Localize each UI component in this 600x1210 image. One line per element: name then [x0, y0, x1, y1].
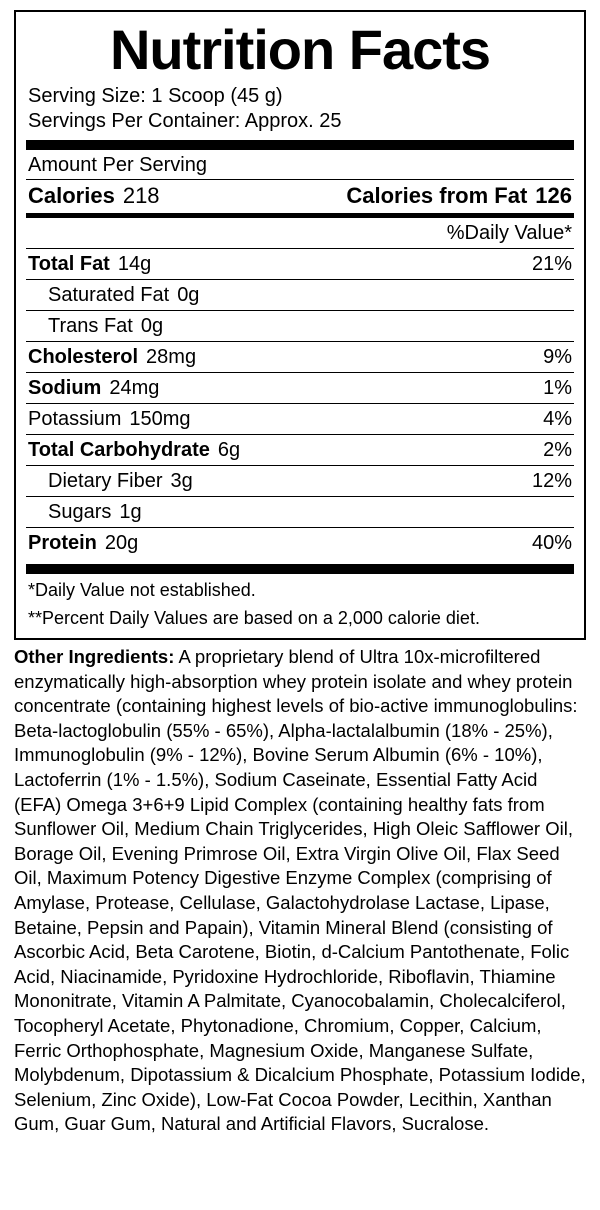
nutrient-row-protein [26, 528, 574, 558]
nutrient-name: Dietary Fiber [48, 470, 163, 492]
calories-row [26, 180, 574, 213]
nutrient-dv: 21% [531, 253, 572, 275]
divider-thick-bottom [26, 564, 574, 574]
nutrient-name: Trans Fat [48, 315, 133, 337]
nutrient-dv: 9% [543, 346, 572, 368]
other-ingredients-text: A proprietary blend of Ultra 10x-microfiltered enzymatically high-absorption whey protein isolate and whey protein concentrate (containing highest levels of bio-active immunoglobulins: Beta-lactoglobulin (55% - 65%), Alpha-lactalalbumin (18% - 25%), Immunoglobulin (9% - 12%), Bovine Serum Albumin (6% - 10%), Lactoferrin (1% - 1.5%), Sodium Caseinate, Essential Fatty Acid (EFA) Omega 3+6+9 Lipid Complex (containing healthy fats from Sunflower Oil, Medium Chain Triglycerides, High Oleic Safflower Oil, Borage Oil, Evening Primrose Oil, Extra Virgin Olive Oil, Flax Seed Oil, Maximum Potency Digestive Enzyme Complex (comprising of Amylase, Protease, Cellulase, Galactohydrolase Lactase, Lipase, Betaine, Pepsin and Papain), Vitamin Mineral Blend (consisting of Ascorbic Acid, Beta Carotene, Biotin, d-Calcium Pantothenate, Folic Acid, Niacinamide, Pyridoxine Hydrochloride, Riboflavin, Thiamine Mononitrate, Vitamin A Palmitate, Cyanocobalamin, Cholecalciferol, Tocopheryl Acetate, Phytonadione, Chromium, Copper, Calcium, Ferric Orthophosphate, Magnesium Oxide, Manganese Sulfate, Molybdenum, Dipotassium & Dicalcium Phosphate, Potassium Iodide, Selenium, Zinc Oxide), Low-Fat Cocoa Powder, Lecithin, Xanthan Gum, Guar Gum, Natural and Artificial Flavors, Sucralose. [14, 646, 586, 1135]
other-ingredients-section [14, 645, 588, 1137]
nutrient-name: Total Carbohydrate [28, 439, 210, 461]
nutrient-dv: 4% [543, 408, 572, 430]
nutrient-row-potassium [26, 404, 574, 434]
serving-size-text: Serving Size: 1 Scoop (45 g) [28, 85, 283, 107]
nutrient-amount: 0g [177, 284, 200, 306]
nutrient-row-total-fat [26, 249, 574, 279]
amount-per-serving-label: Amount Per Serving [28, 154, 207, 176]
nutrient-dv: 2% [543, 439, 572, 461]
daily-value-header: %Daily Value* [446, 222, 572, 244]
page-title: Nutrition Facts [109, 18, 491, 81]
footnote-percent-daily-values: **Percent Daily Values are based on a 2,000 calorie diet. [28, 608, 480, 628]
divider-thick-top [26, 140, 574, 150]
nutrient-amount: 28mg [146, 346, 197, 368]
nutrient-dv: 1% [543, 377, 572, 399]
nutrient-dv: 40% [531, 532, 572, 554]
other-ingredients-heading: Other Ingredients: [14, 646, 175, 667]
nutrient-amount: 6g [217, 439, 241, 461]
nutrient-amount: 0g [140, 315, 164, 337]
footnote-daily-value-not-established: *Daily Value not established. [28, 580, 256, 600]
nutrient-name: Sodium [28, 377, 102, 399]
nutrient-row-total-carbohydrate [26, 435, 574, 465]
servings-per-container-text: Servings Per Container: Approx. 25 [28, 110, 342, 132]
nutrient-name: Sugars [48, 501, 112, 523]
nutrient-name: Protein [28, 532, 97, 554]
nutrient-row-trans-fat [26, 311, 574, 341]
nutrient-dv: 12% [531, 470, 572, 492]
nutrient-name: Cholesterol [28, 346, 139, 368]
nutrient-row-dietary-fiber [26, 466, 574, 496]
nutrient-amount: 150mg [129, 408, 191, 430]
nutrition-facts-panel [14, 10, 586, 640]
nutrient-row-sugars [26, 497, 574, 527]
calories-value: 218 [122, 183, 160, 208]
nutrient-amount: 20g [104, 532, 139, 554]
nutrient-amount: 3g [170, 470, 193, 492]
nutrient-amount: 24mg [109, 377, 160, 399]
nutrient-row-saturated-fat [26, 280, 574, 310]
nutrient-row-cholesterol [26, 342, 574, 372]
nutrient-row-sodium [26, 373, 574, 403]
calories-from-fat-value: 126 [535, 183, 572, 208]
calories-from-fat-label: Calories from Fat [346, 183, 528, 208]
nutrient-name: Total Fat [28, 253, 110, 275]
calories-label: Calories [28, 183, 115, 208]
nutrient-name: Potassium [28, 408, 122, 430]
nutrient-amount: 1g [119, 501, 142, 523]
nutrient-amount: 14g [117, 253, 152, 275]
nutrient-name: Saturated Fat [48, 284, 170, 306]
